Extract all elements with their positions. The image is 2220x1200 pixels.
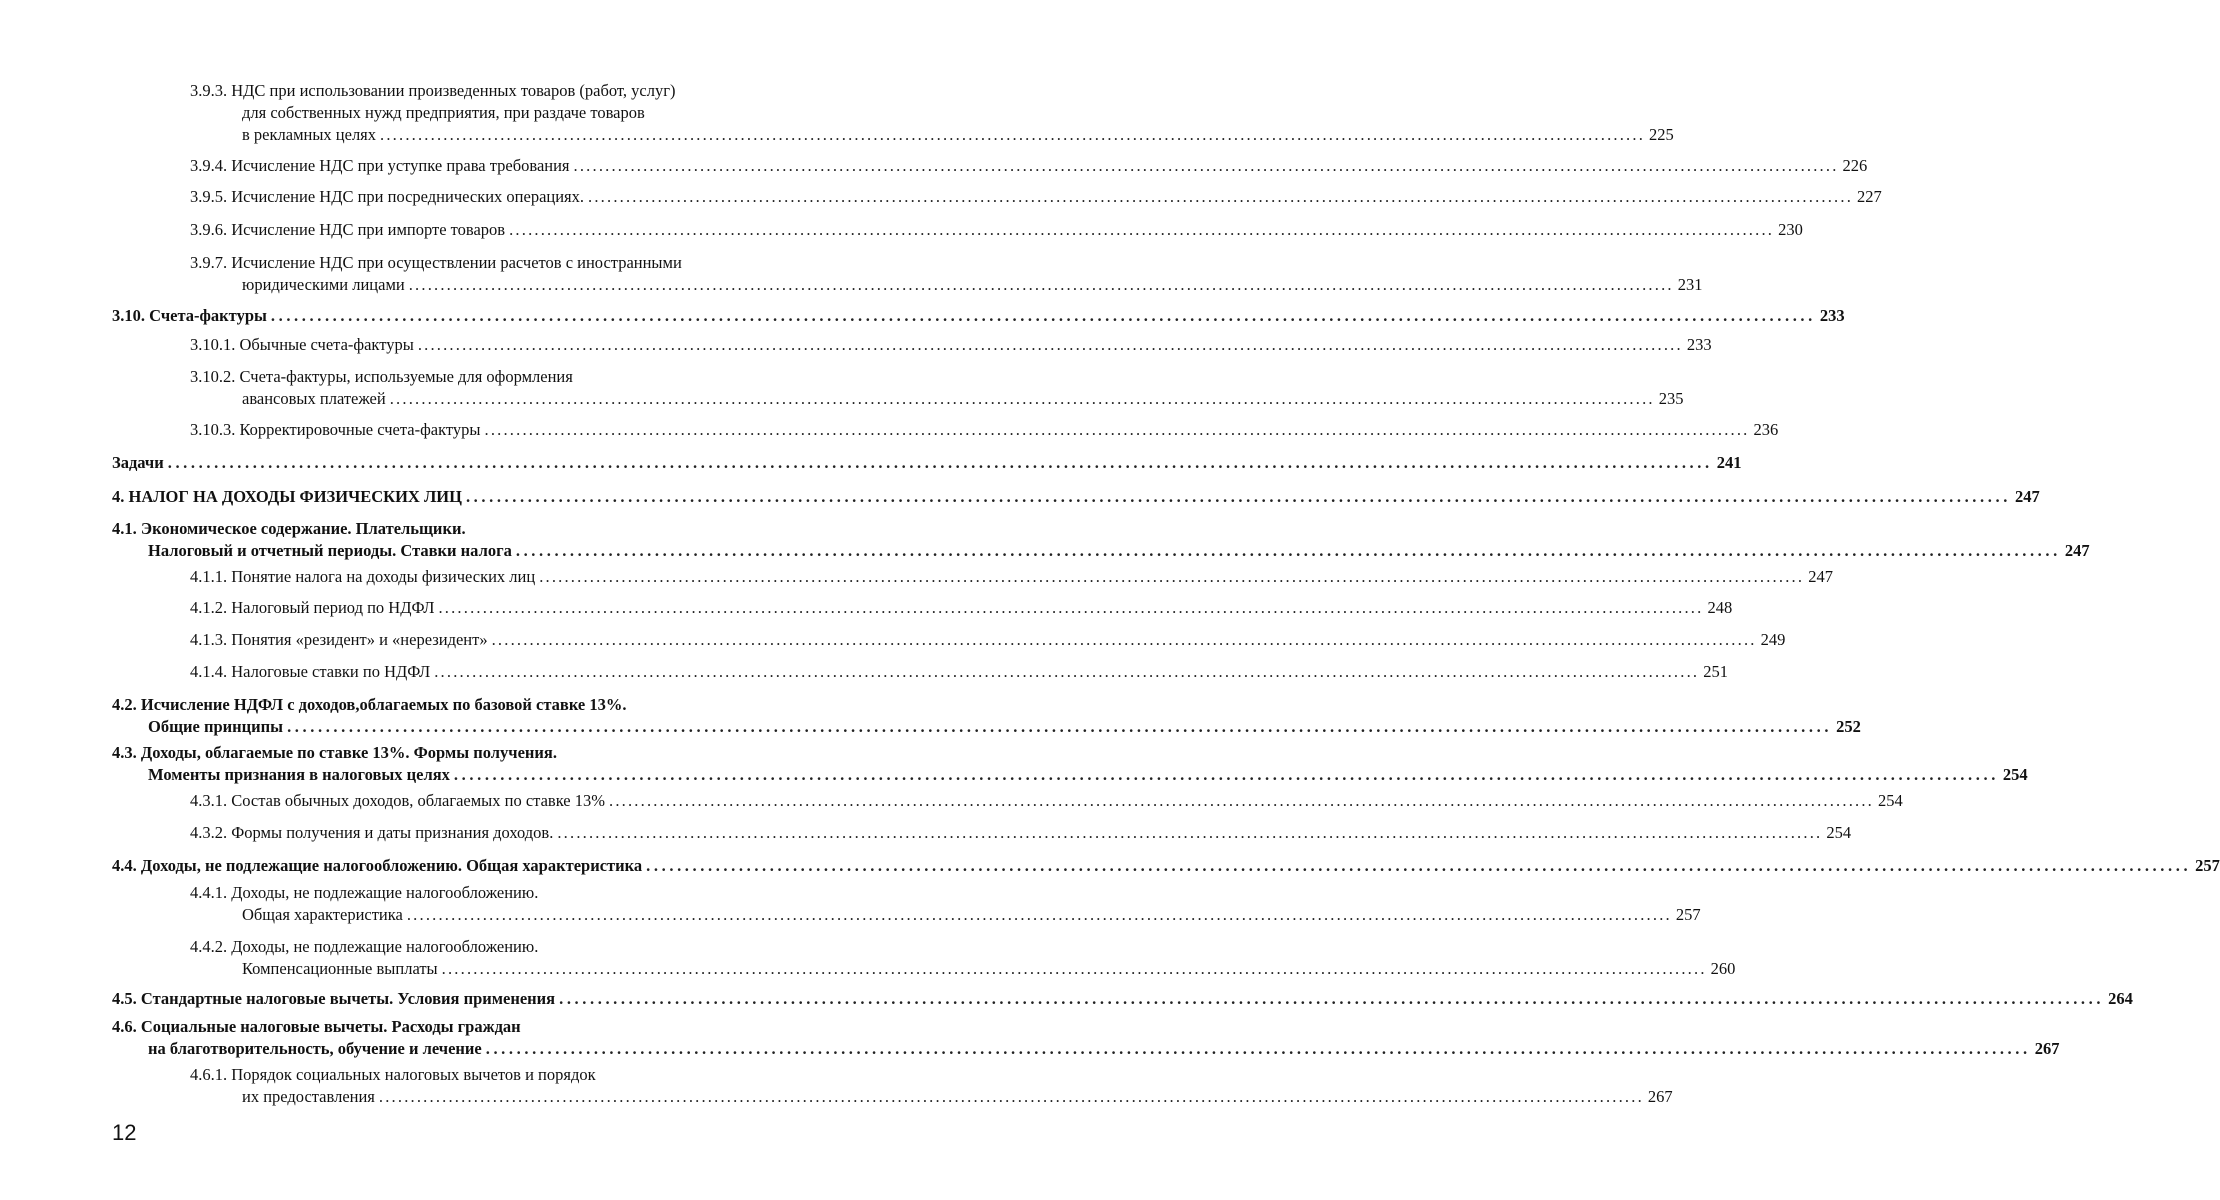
toc-entry-line — [190, 822, 1852, 844]
toc-entry-title: 3.10. Счета-фактуры — [112, 306, 267, 325]
toc-page-number: 247 — [1808, 567, 1833, 586]
toc-entry-line — [190, 629, 1786, 651]
dot-leader: ........................................................................................................................................................................................................ — [380, 125, 1646, 144]
toc-page-number: 254 — [2002, 765, 2028, 784]
toc-entry-line — [190, 566, 1833, 588]
page-number: 12 — [112, 1120, 137, 1145]
toc-entry — [190, 822, 1852, 844]
toc-page-number: 267 — [1647, 1087, 1673, 1106]
toc-entry — [190, 186, 1882, 208]
dot-leader: ........................................................................................................................................................................................................ — [408, 275, 1674, 294]
toc-entry — [190, 629, 1786, 651]
toc-entry-title: Общая характеристика — [242, 905, 403, 924]
toc-entry-line — [112, 764, 2028, 786]
toc-entry-title: их предоставления — [242, 1087, 375, 1106]
toc-entry-title: Компенсационные выплаты — [242, 959, 438, 978]
toc-page-number: 241 — [1716, 453, 1742, 472]
toc-entry-title: 4.2. Исчисление НДФЛ с доходов,облагаемых по базовой ставке 13%. — [112, 695, 627, 714]
toc-entry-line — [112, 486, 2040, 508]
toc-entry — [112, 452, 1742, 474]
toc-entry-line — [190, 882, 808, 904]
toc-entry — [112, 742, 2028, 786]
toc-entry-title: 4.3.1. Состав обычных доходов, облагаемых по ставке 13% — [190, 791, 605, 810]
dot-leader: ........................................................................................................................................................................................................ — [417, 335, 1683, 354]
toc-entry-line — [190, 790, 1903, 812]
dot-leader: ........................................................................................................................................................................................................ — [559, 989, 2105, 1008]
toc-entry-title: для собственных нужд предприятия, при раздаче товаров — [242, 103, 645, 122]
toc-entry-title: 4.6.1. Порядок социальных налоговых вычетов и порядок — [190, 1065, 596, 1084]
toc-page-number: 233 — [1686, 335, 1712, 354]
toc-entry — [190, 366, 1684, 410]
toc-entry-line — [112, 518, 808, 540]
toc-page-number: 264 — [2108, 989, 2133, 1008]
toc-entry-line — [190, 419, 1779, 441]
toc-entry-title: 4.4. Доходы, не подлежащие налогообложению. Общая характеристика — [112, 856, 643, 875]
toc-entry — [112, 988, 2133, 1010]
toc-page-number: 236 — [1753, 420, 1779, 439]
dot-leader: ........................................................................................................................................................................................................ — [484, 420, 1750, 439]
dot-leader: ........................................................................................................................................................................................................ — [485, 1039, 2031, 1058]
toc-entry-line — [190, 597, 1733, 619]
dot-leader: ........................................................................................................................................................................................................ — [441, 959, 1707, 978]
toc-entry-title: 4.1. Экономическое содержание. Плательщики. — [112, 519, 466, 538]
toc-entry-line — [112, 694, 808, 716]
toc-entry-title: 4.1.3. Понятия «резидент» и «нерезидент» — [190, 630, 488, 649]
toc-entry — [190, 936, 1736, 980]
toc-entry-title: Задачи — [112, 453, 164, 472]
dot-leader: ........................................................................................................................................................................................................ — [609, 791, 1874, 810]
toc-entry-line — [190, 124, 1674, 146]
toc-entry-line — [112, 742, 808, 764]
toc-page-number: 225 — [1649, 125, 1674, 144]
toc-entry-title: 3.10.1. Обычные счета-фактуры — [190, 335, 414, 354]
dot-leader: ........................................................................................................................................................................................................ — [557, 823, 1823, 842]
toc-entry-line — [112, 1016, 808, 1038]
dot-leader: ........................................................................................................................................................................................................ — [465, 487, 2011, 506]
toc-page-number: 257 — [2195, 856, 2220, 875]
toc-entry-line — [190, 80, 808, 102]
toc-page-number: 252 — [1836, 717, 1861, 736]
toc-entry-line — [190, 904, 1701, 926]
dot-leader: ........................................................................................................................................................................................................ — [270, 306, 1816, 325]
toc-entry-line — [190, 186, 1882, 208]
toc-entry-title: 3.10.3. Корректировочные счета-фактуры — [190, 420, 481, 439]
toc-entry-title: 3.9.6. Исчисление НДС при импорте товаров — [190, 220, 506, 239]
toc-entry-title: авансовых платежей — [242, 389, 386, 408]
toc-page-number: 248 — [1707, 598, 1733, 617]
toc-entry — [190, 1064, 1673, 1108]
dot-leader: ........................................................................................................................................................................................................ — [509, 220, 1775, 239]
toc-page-number: 235 — [1658, 389, 1684, 408]
toc-entry — [112, 1016, 2060, 1060]
toc-entry-title: 3.10.2. Счета-фактуры, используемые для оформления — [190, 367, 573, 386]
toc-entry-line — [190, 102, 808, 124]
dot-leader: ........................................................................................................................................................................................................ — [378, 1087, 1644, 1106]
toc-entry — [190, 80, 1674, 146]
toc-entry — [112, 486, 2040, 508]
dot-leader: ........................................................................................................................................................................................................ — [539, 567, 1805, 586]
dot-leader: ........................................................................................................................................................................................................ — [573, 156, 1839, 175]
toc-entry-line — [190, 958, 1736, 980]
toc-page-number: 254 — [1826, 823, 1852, 842]
toc-entry-title: 4.4.1. Доходы, не подлежащие налогообложению. — [190, 883, 539, 902]
toc-entry-title: Налоговый и отчетный периоды. Ставки налога — [148, 541, 512, 560]
dot-leader: ........................................................................................................................................................................................................ — [389, 389, 1655, 408]
toc-entry — [190, 597, 1733, 619]
toc-page-number: 251 — [1703, 662, 1728, 681]
dot-leader: ........................................................................................................................................................................................................ — [515, 541, 2061, 560]
toc-entry-line — [190, 936, 808, 958]
toc-page-number: 267 — [2034, 1039, 2060, 1058]
toc-entry-line — [190, 1064, 808, 1086]
toc-entry-line — [190, 334, 1712, 356]
toc-page-number: 260 — [1710, 959, 1736, 978]
dot-leader: ........................................................................................................................................................................................................ — [434, 662, 1700, 681]
toc-entry-title: 4.1.4. Налоговые ставки по НДФЛ — [190, 662, 431, 681]
toc-entry-title: 3.9.4. Исчисление НДС при уступке права требования — [190, 156, 570, 175]
toc-entry-title: 4.5. Стандартные налоговые вычеты. Условия применения — [112, 989, 556, 1008]
dot-leader: ........................................................................................................................................................................................................ — [287, 717, 1833, 736]
toc-entry-title: 4. НАЛОГ НА ДОХОДЫ ФИЗИЧЕСКИХ ЛИЦ — [112, 487, 462, 506]
toc-entry — [190, 790, 1903, 812]
toc-entry-title: 3.9.3. НДС при использовании произведенных товаров (работ, услуг) — [190, 81, 676, 100]
toc-entry-line — [190, 252, 808, 274]
toc-page-number: 233 — [1819, 306, 1845, 325]
toc-entry — [112, 694, 1861, 738]
toc-entry — [190, 882, 1701, 926]
toc-entry-line — [190, 219, 1803, 241]
toc-entry-title: Общие принципы — [148, 717, 284, 736]
toc-entry-title: 4.3.2. Формы получения и даты признания доходов. — [190, 823, 554, 842]
toc-entry-line — [112, 716, 1861, 738]
toc-entry — [190, 419, 1779, 441]
toc-entry-title: юридическими лицами — [242, 275, 405, 294]
toc-page-number: 247 — [2014, 487, 2040, 506]
toc-entry-title: 3.9.5. Исчисление НДС при посреднических операциях. — [190, 187, 585, 206]
toc-entry-line — [112, 1038, 2060, 1060]
toc-page-number: 254 — [1878, 791, 1903, 810]
toc-entry-line — [112, 855, 2220, 877]
toc-page-number: 226 — [1842, 156, 1868, 175]
toc-page-number: 257 — [1675, 905, 1701, 924]
toc-entry-title: 4.6. Социальные налоговые вычеты. Расходы граждан — [112, 1017, 521, 1036]
toc-page-number: 230 — [1778, 220, 1803, 239]
toc-page-number: 231 — [1677, 275, 1703, 294]
dot-leader: ........................................................................................................................................................................................................ — [167, 453, 1713, 472]
toc-entry-title: 4.1.2. Налоговый период по НДФЛ — [190, 598, 435, 617]
toc-page-number: 249 — [1760, 630, 1786, 649]
dot-leader: ........................................................................................................................................................................................................ — [491, 630, 1757, 649]
toc-entry — [190, 661, 1728, 683]
toc-entry-line — [112, 540, 2090, 562]
toc-entry-line — [112, 988, 2133, 1010]
toc-entry-line — [190, 661, 1728, 683]
toc-page-number: 247 — [2064, 541, 2090, 560]
toc-entry-line — [190, 388, 1684, 410]
dot-leader: ........................................................................................................................................................................................................ — [646, 856, 2192, 875]
dot-leader: ........................................................................................................................................................................................................ — [588, 187, 1854, 206]
toc-entry — [190, 155, 1868, 177]
toc-entry-line — [190, 274, 1703, 296]
toc-entry — [112, 305, 1845, 327]
dot-leader: ........................................................................................................................................................................................................ — [438, 598, 1704, 617]
toc-entry — [190, 219, 1803, 241]
dot-leader: ........................................................................................................................................................................................................ — [453, 765, 1999, 784]
toc-entry-title: 4.4.2. Доходы, не подлежащие налогообложению. — [190, 937, 539, 956]
toc-entry-title: 4.1.1. Понятие налога на доходы физических лиц — [190, 567, 536, 586]
toc-entry-title: 3.9.7. Исчисление НДС при осуществлении расчетов с иностранными — [190, 253, 682, 272]
toc-entry-title: на благотворительность, обучение и лечение — [148, 1039, 482, 1058]
toc-entry — [112, 518, 2090, 562]
toc-entry-line — [190, 155, 1868, 177]
toc-entry — [190, 334, 1712, 356]
toc-entry — [190, 566, 1833, 588]
toc-entry-title: в рекламных целях — [242, 125, 377, 144]
toc-entry — [190, 252, 1703, 296]
toc-entry-line — [190, 1086, 1673, 1108]
toc-page-number: 227 — [1857, 187, 1882, 206]
toc-entry — [112, 855, 2220, 877]
toc-entry-line — [112, 452, 1742, 474]
toc-entry-title: Моменты признания в налоговых целях — [148, 765, 450, 784]
toc-entry-line — [112, 305, 1845, 327]
toc-entry-line — [190, 366, 808, 388]
dot-leader: ........................................................................................................................................................................................................ — [406, 905, 1672, 924]
toc-entry-title: 4.3. Доходы, облагаемые по ставке 13%. Формы получения. — [112, 743, 557, 762]
